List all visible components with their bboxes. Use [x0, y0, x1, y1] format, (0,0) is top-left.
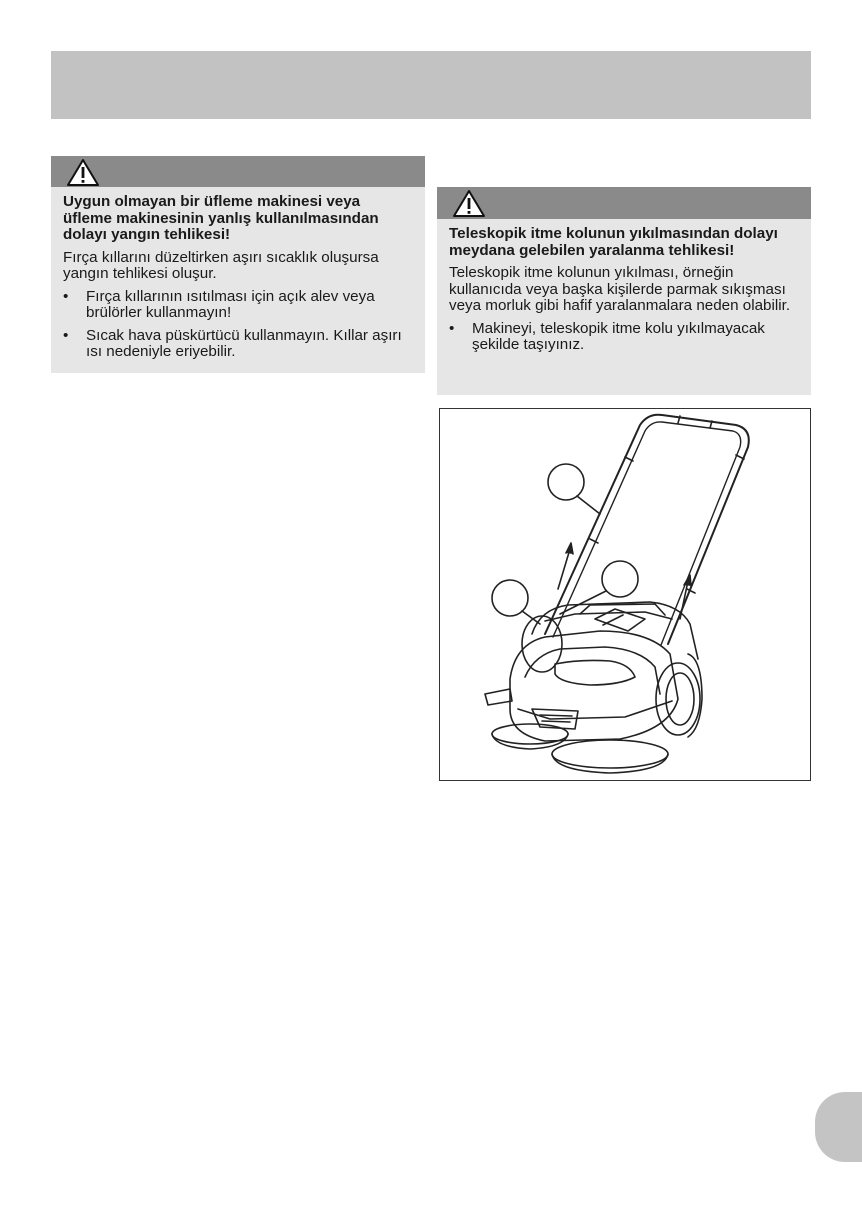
injury-hazard-warning-box — [437, 187, 811, 395]
warning-triangle-icon — [66, 158, 100, 187]
warning-header — [437, 187, 811, 219]
bullet: • — [63, 326, 69, 344]
header-bar — [51, 51, 811, 119]
list-item — [449, 321, 799, 354]
warning-list — [63, 289, 413, 361]
warning-triangle-icon — [452, 189, 486, 218]
warning-text: Fırça kıllarını düzeltirken aşırı sıcaklık oluşursa yangın tehlikesi oluşur. — [63, 248, 379, 282]
fire-hazard-warning-box — [51, 156, 425, 373]
sweeper-drawing — [440, 409, 810, 780]
sweeper-illustration — [439, 408, 811, 781]
warning-list — [449, 321, 799, 354]
list-item-text: Makineyi, teleskopik itme kolu yıkılmayacak şekilde taşıyınız. — [472, 319, 765, 353]
warning-title: Teleskopik itme kolunun yıkılmasından dolayı meydana gelebilen yaralanma tehlikesi! — [449, 225, 778, 259]
bullet: • — [63, 287, 69, 305]
warning-body — [51, 187, 425, 375]
page-tab — [815, 1092, 862, 1162]
bullet: • — [449, 319, 455, 337]
list-item-text: Sıcak hava püskürtücü kullanmayın. Kıllar aşırı ısı nedeniyle eriyebilir. — [86, 326, 402, 360]
warning-title: Uygun olmayan bir üfleme makinesi veya üfleme makinesinin yanlış kullanılmasından dolayı yangın tehlikesi! — [63, 193, 379, 243]
list-item — [63, 289, 413, 322]
warning-header — [51, 156, 425, 187]
warning-text: Teleskopik itme kolunun yıkılması, örneğin kullanıcıda veya başka kişilerde parmak sıkışması veya morluk gibi hafif yaralanmalara neden olabilir. — [449, 264, 791, 314]
list-item — [63, 328, 413, 361]
warning-body — [437, 219, 811, 368]
list-item-text: Fırça kıllarının ısıtılması için açık alev veya brülörler kullanmayın! — [86, 287, 375, 321]
